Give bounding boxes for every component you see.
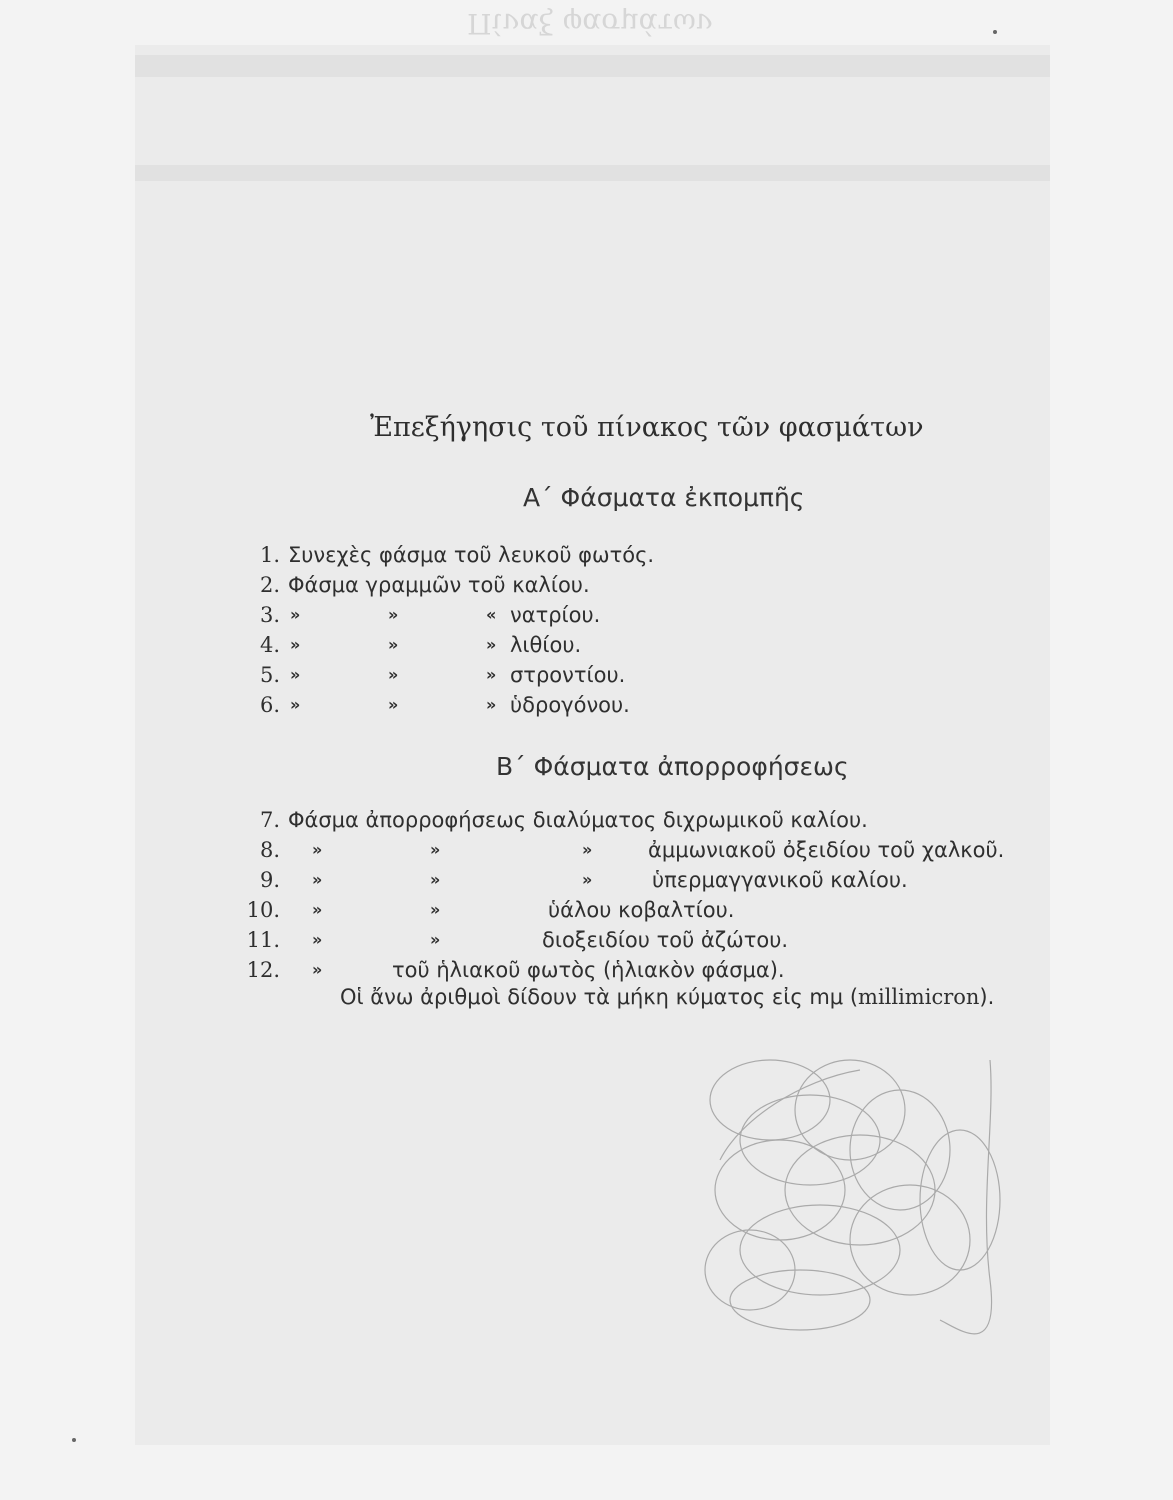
wavelength-note: Οἱ ἄνω ἀριθμοὶ δίδουν τὰ μήκη κύματος εἰς mμ (millimicron). <box>340 985 995 1009</box>
document-title: Ἐπεξήγησις τοῦ πίνακος τῶν φασμάτων <box>370 412 924 443</box>
section-b-heading: Β΄ Φάσματα ἀπορροφήσεως <box>496 752 849 781</box>
document-page: Ἐπεξήγησις τοῦ πίνακος τῶν φασμάτων Α΄ Φάσματα ἐκπομπῆς 1. Συνεχὲς φάσμα τοῦ λευκοῦ φωτός. 2. Φάσμα γραμμῶν τοῦ καλίου. 3. » » « νατρίου. 4. » » » λιθίου. 5. » » » στροντίου. 6. » » » ὑδρογόνου. Β΄ Φάσματα ἀπορροφήσεως 7. Φάσμα ἀπορροφήσεως διαλύματος διχρωμικοῦ καλίου. 8. » » » ἀμμωνιακοῦ ὀξειδίου τοῦ χαλκοῦ. 9. » » » ὑπερμαγγανικοῦ καλίου. 10. » » ὑάλου κοβαλτίου. 11. » » διοξειδίου τοῦ ἀζώτου. 12. » τοῦ ἡλιακοῦ φωτὸς (ἡλιακὸν φάσμα). Οἱ ἄνω ἀριθμοὶ δίδουν τὰ μήκη κύματος εἰς mμ (millimicron). <box>0 0 1173 1500</box>
section-a-heading: Α΄ Φάσματα ἐκπομπῆς <box>523 483 805 512</box>
pencil-scribble-icon <box>660 1040 1030 1340</box>
bleed-through-header: Πίναξ φασμάτων <box>467 7 713 40</box>
